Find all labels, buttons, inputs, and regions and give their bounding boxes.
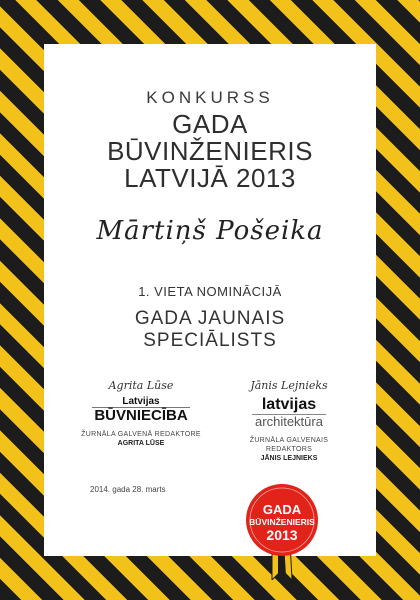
award-place: 1. VIETA NOMINĀCIJĀ [138, 284, 282, 299]
title-line-2: BŪVINŽENIERIS [107, 136, 313, 166]
magazine-logo-right-top: latvijas [261, 396, 317, 413]
signature-left: Agrita Lūse [108, 379, 174, 392]
signature-block-left [78, 378, 204, 448]
magazine-logo-right-bottom: architektūra [252, 414, 326, 429]
title-line-1: GADA [172, 109, 248, 139]
badge-text-line1: GADA [262, 502, 302, 517]
nomination-line-2: SPECIĀLISTS [143, 330, 277, 351]
person-right: JĀNIS LEJNIEKS [260, 455, 318, 462]
person-left: AGRITA LŪSE [117, 440, 165, 447]
winner-name-signature: Mārtiņš Pošeika [96, 216, 324, 246]
nomination-line-1: GADA JAUNAIS [134, 308, 286, 329]
badge-text-line2: BŪVINŽENIERIS [249, 517, 315, 527]
magazine-logo-left-top: Latvijas [122, 396, 160, 407]
signature-block-right [226, 378, 352, 463]
badge-text-line3: 2013 [266, 527, 298, 543]
role-left: ŽURNĀLA GALVENĀ REDAKTORE [81, 431, 201, 438]
magazine-logo-left-bottom: BŪVNIECĪBA [94, 407, 188, 424]
title-line-3: LATVIJĀ 2013 [124, 163, 296, 193]
issue-date: 2014. gada 28. marts [90, 485, 166, 494]
award-badge-icon [232, 480, 332, 580]
role-right: ŽURNĀLA GALVENAIS REDAKTORS [249, 437, 329, 453]
competition-label: KONKURSS [146, 88, 274, 107]
signature-right: Jānis Lejnieks [250, 379, 328, 392]
